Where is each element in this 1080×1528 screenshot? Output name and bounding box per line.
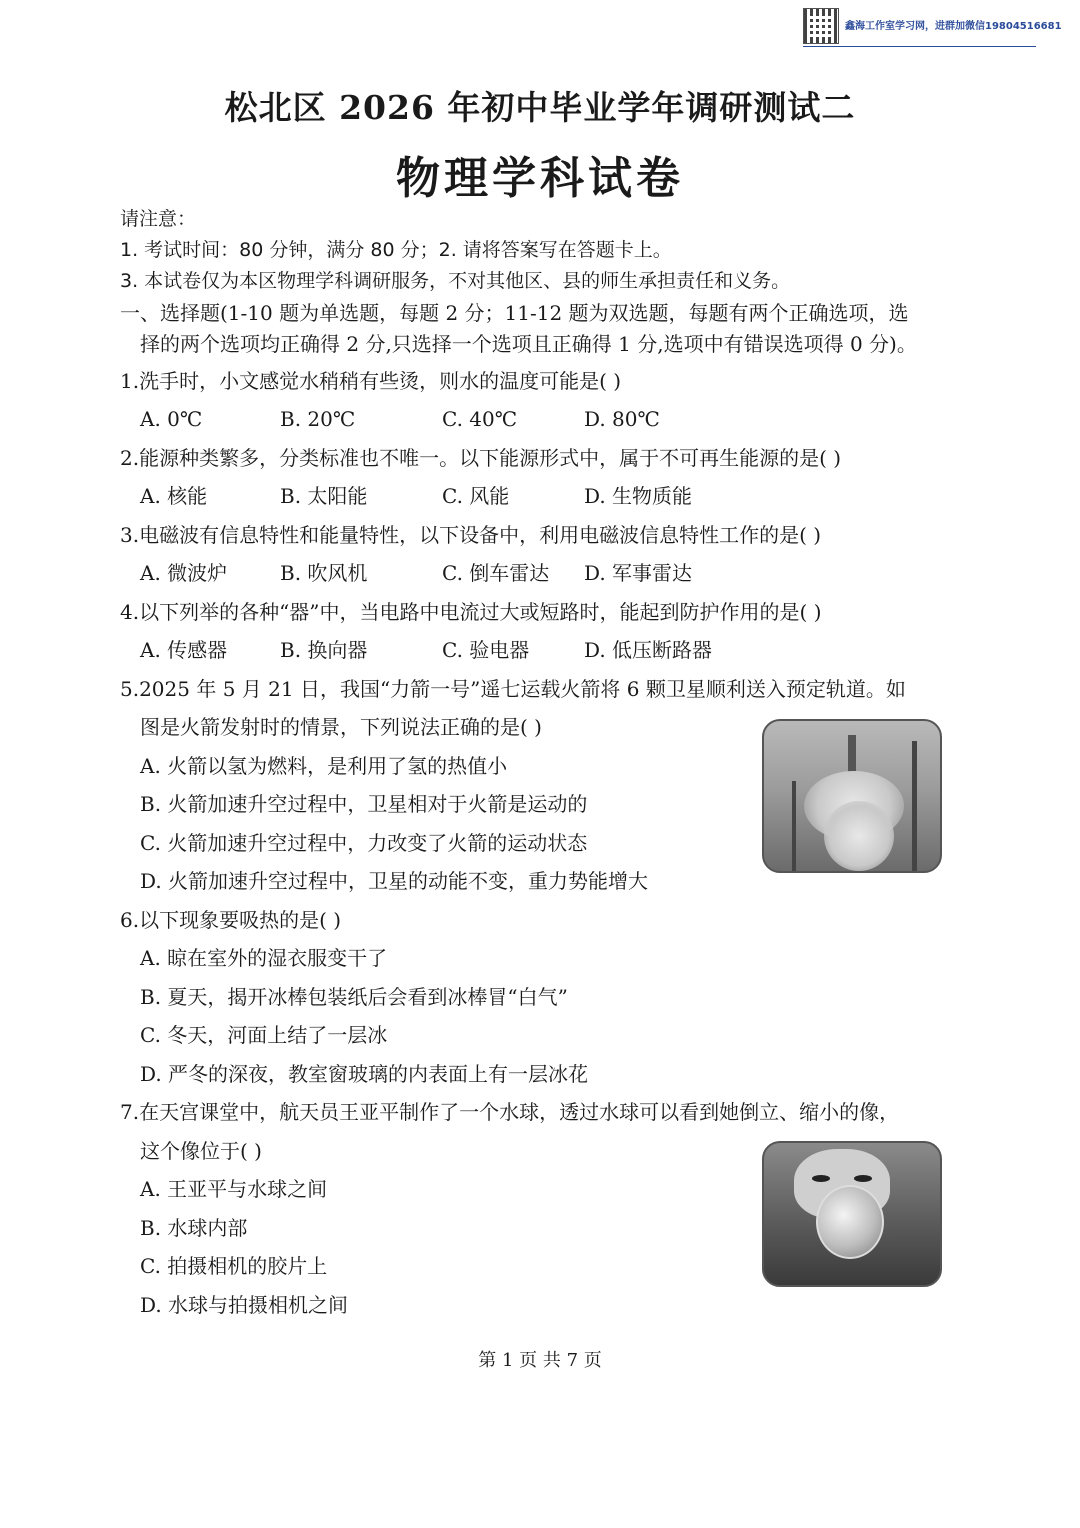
question-2-option-a: A. 核能 [140,484,208,508]
question-6-option-a: A. 晾在室外的湿衣服变干了 [140,946,388,970]
question-1-stem: 1.洗手时，小文感觉水稍稍有些烫，则水的温度可能是( ) [120,369,622,393]
question-3-option-c: C. 倒车雷达 [442,561,550,585]
question-1-option-a: A. 0℃ [140,407,203,431]
launch-tower-left [792,781,796,871]
question-4-stem: 4.以下列举的各种“器”中，当电路中电流过大或短路时，能起到防护作用的是( ) [120,600,822,624]
launch-tower-right [912,741,917,871]
question-2-option-c: C. 风能 [442,484,510,508]
section-instructions-1: 一、选择题(1-10 题为单选题，每题 2 分；11-12 题为双选题，每题有两个正确选项，选 [120,301,909,325]
notice-line-1: 1. 考试时间：80 分钟，满分 80 分；2. 请将答案写在答题卡上。 [120,239,672,261]
question-3-stem: 3.电磁波有信息特性和能量特性，以下设备中，利用电磁波信息特性工作的是( ) [120,523,822,547]
question-5-stem: 5.2025 年 5 月 21 日，我国“力箭一号”遥七运载火箭将 6 颗卫星顺利送入预定轨道。如 [120,677,906,701]
question-2-option-b: B. 太阳能 [280,484,368,508]
question-7-stem-cont: 这个像位于( ) [140,1139,262,1163]
question-5-stem-cont: 图是火箭发射时的情景，下列说法正确的是( ) [140,715,542,739]
question-4-option-b: B. 换向器 [280,638,368,662]
water-ball [816,1185,884,1259]
page-footer: 第 1 页 共 7 页 [478,1350,602,1371]
eye-right [854,1175,872,1182]
question-2-stem: 2.能源种类繁多，分类标准也不唯一。以下能源形式中，属于不可再生能源的是( ) [120,446,842,470]
question-3-option-a: A. 微波炉 [140,561,228,585]
qr-code-icon [803,8,839,44]
header-rule [803,46,1036,47]
question-5-option-a: A. 火箭以氢为燃料，是利用了氢的热值小 [140,754,508,778]
question-7-option-a: A. 王亚平与水球之间 [140,1177,328,1201]
question-6-stem: 6.以下现象要吸热的是( ) [120,908,342,932]
question-6-option-d: D. 严冬的深夜，教室窗玻璃的内表面上有一层冰花 [140,1062,589,1086]
question-3-option-b: B. 吹风机 [280,561,368,585]
question-1-option-b: B. 20℃ [280,407,356,431]
smoke-cloud-lower [824,801,894,871]
question-7-option-b: B. 水球内部 [140,1216,248,1240]
watermark-text: 鑫海工作室学习网，进群加微信19804516681 [845,21,1062,32]
question-4-option-a: A. 传感器 [140,638,228,662]
eye-left [812,1175,830,1182]
question-3-option-d: D. 军事雷达 [584,561,693,585]
notice-line-2: 3. 本试卷仅为本区物理学科调研服务，不对其他区、县的师生承担责任和义务。 [120,270,791,292]
question-5-option-d: D. 火箭加速升空过程中，卫星的动能不变，重力势能增大 [140,869,649,893]
question-4-option-c: C. 验电器 [442,638,530,662]
question-2-option-d: D. 生物质能 [584,484,693,508]
exam-subtitle: 物理学科试卷 [396,153,684,204]
section-instructions-2: 择的两个选项均正确得 2 分,只选择一个选项且正确得 1 分,选项中有错误选项得 0 分)。 [140,332,917,356]
notice-heading: 请注意： [120,208,197,230]
question-4-option-d: D. 低压断路器 [584,638,713,662]
question-1-option-d: D. 80℃ [584,407,660,431]
question-5-option-b: B. 火箭加速升空过程中，卫星相对于火箭是运动的 [140,792,588,816]
question-6-option-c: C. 冬天，河面上结了一层冰 [140,1023,388,1047]
exam-title: 松北区 2026 年初中毕业学年调研测试二 [224,88,856,127]
question-1-option-c: C. 40℃ [442,407,518,431]
question-7-option-d: D. 水球与拍摄相机之间 [140,1293,349,1317]
question-6-option-b: B. 夏天，揭开冰棒包装纸后会看到冰棒冒“白气” [140,985,568,1009]
question-7-option-c: C. 拍摄相机的胶片上 [140,1254,328,1278]
water-ball-photo [762,1141,942,1287]
watermark-header [803,6,1062,44]
question-5-option-c: C. 火箭加速升空过程中，力改变了火箭的运动状态 [140,831,588,855]
rocket-launch-photo [762,719,942,873]
question-7-stem: 7.在天宫课堂中，航天员王亚平制作了一个水球，透过水球可以看到她倒立、缩小的像， [120,1100,900,1124]
